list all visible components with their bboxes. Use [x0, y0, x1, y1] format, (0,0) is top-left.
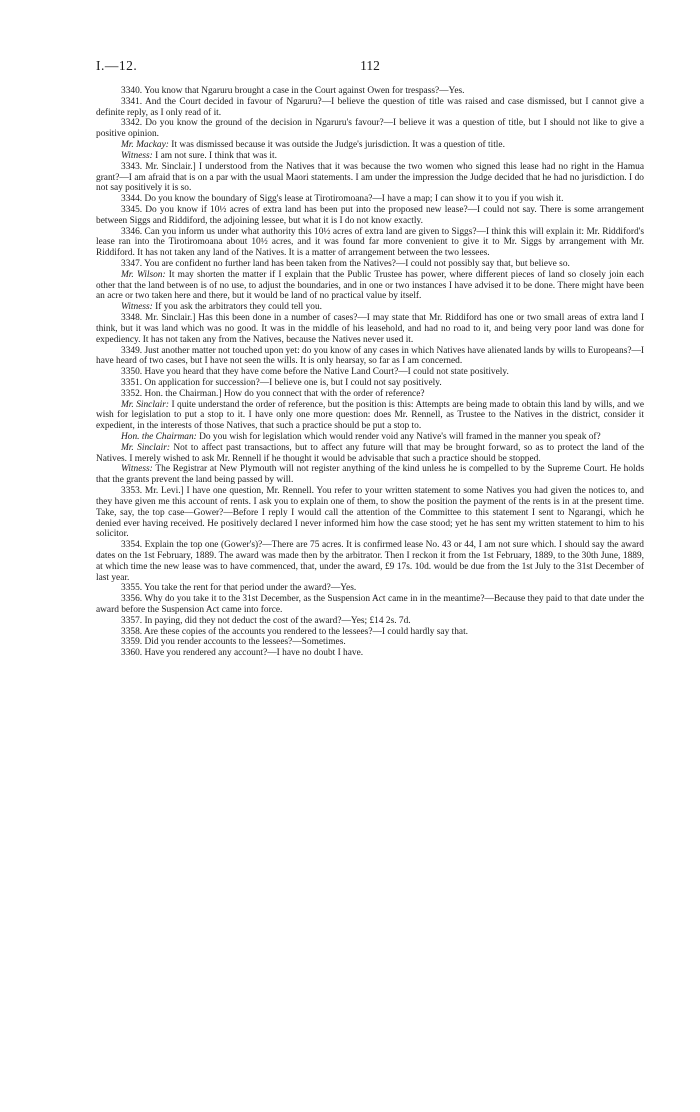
- testimony-paragraph: [96, 464, 644, 486]
- testimony-paragraph: [96, 648, 644, 659]
- paragraph-text: 3355. You take the rent for that period under the award?—Yes.: [121, 583, 357, 594]
- testimony-paragraph: [96, 162, 644, 194]
- testimony-paragraph: [96, 151, 644, 162]
- paragraph-text: 3347. You are confident no further land has been taken from the Natives?—I could not possibly say that, but believe so.: [121, 259, 570, 269]
- paragraph-text: 3352. Hon. the Chairman.] How do you connect that with the order of reference?: [121, 388, 425, 399]
- speaker-label: Mr. Sinclair:: [121, 442, 170, 453]
- paragraph-text: 3356. Why do you take it to the 31st December, as the Suspension Act came in in the meantime?—Because they paid to that date under the award before the Suspension Act came into force.: [96, 594, 644, 615]
- testimony-paragraph: [96, 270, 644, 302]
- speaker-label: Witness:: [121, 302, 153, 313]
- page-header: [96, 46, 644, 86]
- testimony-paragraph: [96, 432, 644, 443]
- testimony-paragraph: [96, 118, 644, 140]
- paragraph-text: 3358. Are these copies of the accounts you rendered to the lessees?—I could hardly say that.: [121, 626, 469, 637]
- speaker-label: Mr. Sinclair:: [121, 399, 170, 410]
- paragraph-text: If you ask the arbitrators they could tell you.: [152, 302, 323, 313]
- paragraph-text: 3343. Mr. Sinclair.] I understood from the Natives that it was because the two women who signed this lease had no right in the Hamua grant?—I am afraid that is on a par with the usual Maori statements. I am under the impression the Judge decided that he had no jurisdiction. I do not say positively it is so.: [96, 161, 644, 194]
- testimony-paragraph: [96, 443, 644, 465]
- testimony-paragraph: [96, 583, 644, 594]
- paragraph-text: 3349. Just another matter not touched upon yet: do you know of any cases in which Natives have alienated lands by wills to Europeans?—I have heard of two cases, but I have not seen the wills. It is only hearsay, so far as I am concerned.: [96, 345, 644, 367]
- paragraph-text: 3345. Do you know if 10½ acres of extra land has been put into the proposed new lease?—I could not say. There is some arrangement between Siggs and Riddiford, the adjoining lessee, but what it is I do not know exactly.: [96, 204, 644, 226]
- paragraph-text: 3354. Explain the top one (Gower's)?—There are 75 acres. It is confirmed lease No. 43 or 44, I am not sure which. I should say the award dates on the 1st February, 1889. The award was made then by the arbitrator. Then I reckon it from the 1st February, 1889, to the 30th June, 1889, at which time the new lease was to have commenced, that, under the award, £9 17s. 10d. would be due from the 1st July to the 31st December of last year.: [96, 540, 644, 583]
- paragraph-text: 3357. In paying, did they not deduct the cost of the award?—Yes; £14 2s. 7d.: [121, 615, 411, 626]
- paragraph-text: 3340. You know that Ngaruru brought a case in the Court against Owen for trespass?—Yes.: [121, 86, 465, 96]
- paragraph-text: 3348. Mr. Sinclair.] Has this been done in a number of cases?—I may state that Mr. Riddiford has one or two small areas of extra land I think, but it was land which was no good. It was in the middle of his leasehold, and had no road to it, and being very poor land was done for expediency. It has not taken any from the Natives, because the Natives never used it.: [96, 313, 644, 345]
- testimony-paragraph: [96, 378, 644, 389]
- testimony-paragraph: [96, 637, 644, 648]
- paragraph-text: Do you wish for legislation which would render void any Native's will framed in the manner you speak of?: [196, 432, 601, 442]
- paragraph-text: It may shorten the matter if I explain that the Public Trustee has power, where different pieces of land so closely join each other that the land between is of no use, to adjust the boundaries, and in one or two instances I have advised it to be done. There might have been an acre or two taken here and there, but it would be land of no practical value by itself.: [96, 269, 644, 302]
- page-number: 112: [360, 58, 380, 73]
- paragraph-text: 3342. Do you know the ground of the decision in Ngaruru's favour?—I believe it was a question of title, but I should not like to give a positive opinion.: [96, 118, 644, 140]
- speaker-label: Mr. Wilson:: [121, 269, 166, 280]
- document-page: [96, 46, 644, 659]
- speaker-label: Mr. Mackay:: [121, 140, 169, 151]
- paragraph-text: The Registrar at New Plymouth will not register anything of the kind unless he is compelled to by the Supreme Court. He holds that the grants prevent the land being passed by will.: [96, 464, 644, 486]
- testimony-paragraph: [96, 86, 644, 97]
- testimony-paragraph: [96, 400, 644, 432]
- paragraph-text: It was dismissed because it was outside the Judge's jurisdiction. It was a question of title.: [168, 140, 505, 151]
- testimony-paragraph: [96, 194, 644, 205]
- testimony-paragraph: [96, 540, 644, 583]
- testimony-paragraph: [96, 389, 644, 400]
- paragraph-text: 3351. On application for succession?—I believe one is, but I could not say positively.: [121, 377, 442, 388]
- testimony-paragraph: [96, 302, 644, 313]
- testimony-paragraph: [96, 486, 644, 540]
- testimony-paragraph: [96, 227, 644, 259]
- paragraph-text: 3350. Have you heard that they have come before the Native Land Court?—I could not state positively.: [121, 367, 509, 378]
- testimony-paragraph: [96, 205, 644, 227]
- paragraph-text: I am not sure. I think that was it.: [152, 150, 277, 161]
- testimony-paragraph: [96, 594, 644, 616]
- document-reference: I.—12.: [96, 58, 138, 73]
- speaker-label: Witness:: [121, 150, 153, 161]
- paragraph-text: 3344. Do you know the boundary of Sigg's lease at Tirotiromoana?—I have a map; I can show it to you if you wish it.: [121, 194, 564, 205]
- testimony-paragraph: [96, 140, 644, 151]
- paragraph-text: 3346. Can you inform us under what authority this 10½ acres of extra land are given to Siggs?—I think this will explain it: Mr. Riddiford's lease ran into the Tirotiromoana about 10½ acres, and it was found far more convenient to give it to Mr. Siggs by arrangement with Mr. Riddiford. It has not taken any land of the Natives. It is a matter of arrangement between the two lessees.: [96, 226, 644, 259]
- paragraph-text: 3353. Mr. Levi.] I have one question, Mr. Rennell. You refer to your written statement to some Natives you had given the notices to, and they have given me this account of rents. I ask you to explain one of them, to show the position the payment of the rents is in at the present time. Take, say, the top case—Gower?—Before I reply I would call the attention of the Committee to this statement I sent to Ngarangi, which he denied ever having received. He positively declared I never informed him how the case stood; yet he has sent my written statement to him to his solicitor.: [96, 486, 644, 540]
- testimony-paragraph: [96, 313, 644, 345]
- testimony-paragraph: [96, 97, 644, 119]
- paragraph-text: Not to affect past transactions, but to affect any future will that may be brought forward, so as to protect the land of the Natives. I merely wished to ask Mr. Rennell if he thought it would be advisable that such a practice should be stopped.: [96, 442, 644, 464]
- paragraph-text: I quite understand the order of reference, but the position is this: Attempts are being made to obtain this land by wills, and we wish for legislation to put a stop to it. I have only one more question: does Mr. Rennell, as Trustee to the Natives in the district, consider it expedient, in the interests of those Natives, that such a practice should be put a stop to.: [96, 399, 644, 432]
- testimony-paragraph: [96, 346, 644, 368]
- testimony-paragraph: [96, 616, 644, 627]
- paragraph-text: 3359. Did you render accounts to the lessees?—Sometimes.: [121, 637, 346, 648]
- speaker-label: Hon. the Chairman:: [121, 432, 197, 442]
- paragraph-text: 3341. And the Court decided in favour of Ngaruru?—I believe the question of title was raised and case dismissed, but I cannot give a definite reply, as I only read of it.: [96, 96, 644, 118]
- evidence-text: [96, 86, 644, 659]
- testimony-paragraph: [96, 367, 644, 378]
- paragraph-text: 3360. Have you rendered any account?—I have no doubt I have.: [121, 648, 364, 659]
- speaker-label: Witness:: [121, 464, 153, 475]
- testimony-paragraph: [96, 627, 644, 638]
- testimony-paragraph: [96, 259, 644, 270]
